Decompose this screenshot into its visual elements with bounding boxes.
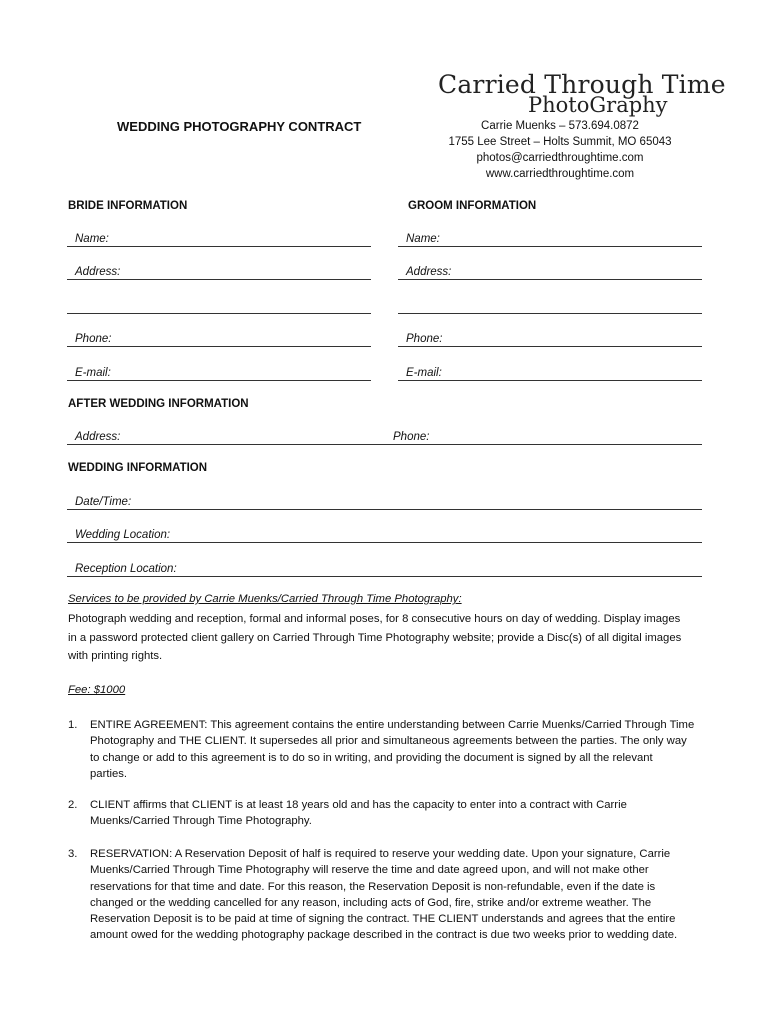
groom-heading: GROOM INFORMATION	[408, 200, 537, 212]
contact-email: photos@carriedthroughtime.com	[476, 152, 644, 164]
clause-line: parties.	[90, 767, 128, 780]
groom-phone-label: Phone:	[406, 333, 443, 345]
wedding-datetime-field[interactable]	[67, 493, 702, 510]
company-logo-line1: Carried Through Time	[438, 70, 726, 99]
after-wedding-field[interactable]	[67, 428, 702, 445]
clause-line: ENTIRE AGREEMENT: This agreement contains the entire understanding between Carrie Muenks/Carried Through Time	[90, 719, 695, 731]
bride-name-field[interactable]	[67, 230, 371, 247]
after-wedding-address-label: Address:	[75, 431, 121, 443]
services-line-2: in a password protected client gallery on Carried Through Time Photography website; provide a Disc(s) of all digital images	[68, 632, 682, 644]
clause-line: Muenks/Carried Through Time Photography.	[90, 815, 312, 828]
bride-address-line2-field[interactable]	[67, 297, 371, 314]
clause-line: amount owed for the wedding photography package described in the contract is due two weeks prior to wedding date.	[90, 929, 678, 942]
groom-address-label: Address:	[406, 266, 452, 278]
bride-address-field[interactable]	[67, 263, 371, 280]
document-title: WEDDING PHOTOGRAPHY CONTRACT	[117, 119, 362, 134]
groom-phone-field[interactable]	[398, 330, 702, 347]
contact-website: www.carriedthroughtime.com	[485, 168, 635, 180]
services-line-1: Photograph wedding and reception, formal and informal poses, for 8 consecutive hours on day of wedding. Display images	[68, 613, 681, 625]
bride-email-label: E-mail:	[75, 367, 111, 379]
contact-address: 1755 Lee Street – Holts Summit, MO 65043	[448, 136, 672, 148]
contact-name-phone: Carrie Muenks – 573.694.0872	[481, 120, 639, 132]
bride-email-field[interactable]	[67, 364, 371, 381]
groom-name-field[interactable]	[398, 230, 702, 247]
clause-number: 3.	[68, 848, 78, 860]
company-logo-line2: PhotoGraphy	[528, 93, 668, 117]
clause-number: 1.	[68, 719, 78, 731]
clause-text	[90, 797, 702, 830]
wedding-location-field[interactable]	[67, 526, 702, 543]
clause-number: 2.	[68, 799, 78, 811]
clause-line: reservations for that time and date. For this reason, the Reservation Deposit is non-refundable, even if the date is	[90, 880, 656, 893]
groom-email-label: E-mail:	[406, 367, 442, 379]
after-wedding-heading: AFTER WEDDING INFORMATION	[68, 398, 249, 410]
clause-text	[90, 717, 702, 782]
after-wedding-phone-label: Phone:	[393, 431, 430, 443]
bride-heading: BRIDE INFORMATION	[68, 200, 188, 212]
groom-address-field[interactable]	[398, 263, 702, 280]
bride-name-label: Name:	[75, 233, 109, 245]
services-line-3: with printing rights.	[68, 650, 163, 662]
clause-line: Photography and THE CLIENT. It supersedes all prior and simultaneous agreements between the parties. The only way	[90, 735, 687, 748]
clause-line: RESERVATION: A Reservation Deposit of half is required to reserve your wedding date. Upon your signature, Carrie	[90, 848, 671, 860]
services-heading: Services to be provided by Carrie Muenks/Carried Through Time Photography:	[68, 593, 462, 605]
clause-line: Reservation Deposit is to be paid at time of signing the contract. THE CLIENT understands and agrees that the entire	[90, 913, 676, 926]
bride-phone-label: Phone:	[75, 333, 112, 345]
wedding-datetime-label: Date/Time:	[75, 496, 132, 508]
reception-location-field[interactable]	[67, 560, 702, 577]
bride-address-label: Address:	[75, 266, 121, 278]
reception-location-label: Reception Location:	[75, 563, 177, 575]
clause-line: CLIENT affirms that CLIENT is at least 18 years old and has the capacity to enter into a contract with Carrie	[90, 799, 627, 811]
clause-line: changed or the wedding cancelled for any reason, including acts of God, fire, strike and/or extreme weather. The	[90, 896, 652, 909]
groom-email-field[interactable]	[398, 364, 702, 381]
wedding-info-heading: WEDDING INFORMATION	[68, 462, 208, 474]
clause-text	[90, 846, 702, 944]
groom-address-line2-field[interactable]	[398, 297, 702, 314]
groom-name-label: Name:	[406, 233, 440, 245]
clause-line: Muenks/Carried Through Time Photography will reserve the time and date agreed upon, and will not make other	[90, 864, 649, 877]
clause-line: to change or add to this agreement is to do so in writing, and providing the document is signed by all the relevant	[90, 751, 653, 764]
fee-text: Fee: $1000	[68, 684, 126, 696]
bride-phone-field[interactable]	[67, 330, 371, 347]
wedding-location-label: Wedding Location:	[75, 529, 171, 541]
